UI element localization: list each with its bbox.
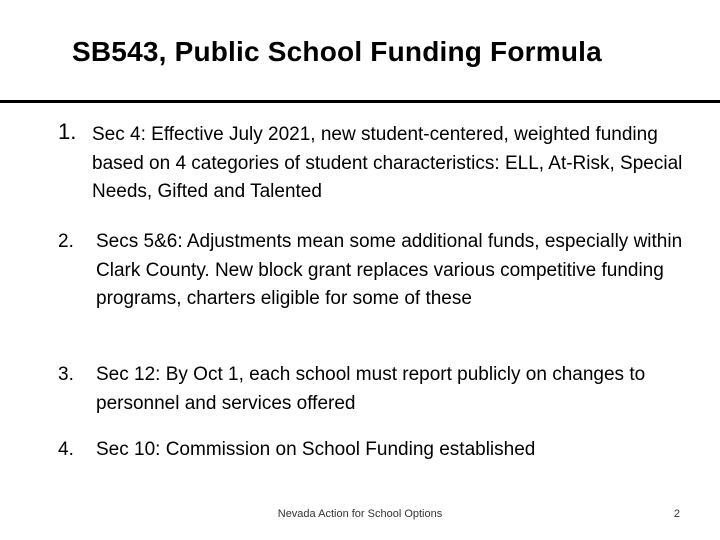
list-item-4 bbox=[58, 436, 688, 465]
list-item-text: Secs 5&6: Adjustments mean some additional funds, especially within Clark County. New block grant replaces various competitive funding programs, charters eligible for some of these bbox=[96, 231, 683, 309]
list-item-3 bbox=[58, 361, 688, 418]
list-item-1 bbox=[58, 121, 688, 207]
slide-footer: Nevada Action for School Options bbox=[277, 508, 443, 520]
list-item-number: 1. bbox=[58, 119, 77, 144]
list-item-number: 2. bbox=[58, 231, 74, 252]
list-item-text: Sec 10: Commission on School Funding established bbox=[96, 439, 536, 460]
title-divider bbox=[0, 100, 720, 103]
list-item-text: Sec 4: Effective July 2021, new student-centered, weighted funding based on 4 categories of student characteristics: ELL, At-Risk, Special Needs, Gifted and Talented bbox=[92, 124, 683, 202]
list-item-number: 4. bbox=[58, 439, 74, 460]
slide-title: SB543, Public School Funding Formula bbox=[72, 36, 602, 67]
page-number: 2 bbox=[673, 508, 680, 520]
list-item-text: Sec 12: By Oct 1, each school must report publicly on changes to personnel and services offered bbox=[96, 364, 646, 414]
list-item-number: 3. bbox=[58, 364, 74, 385]
list-item-2 bbox=[58, 228, 688, 314]
